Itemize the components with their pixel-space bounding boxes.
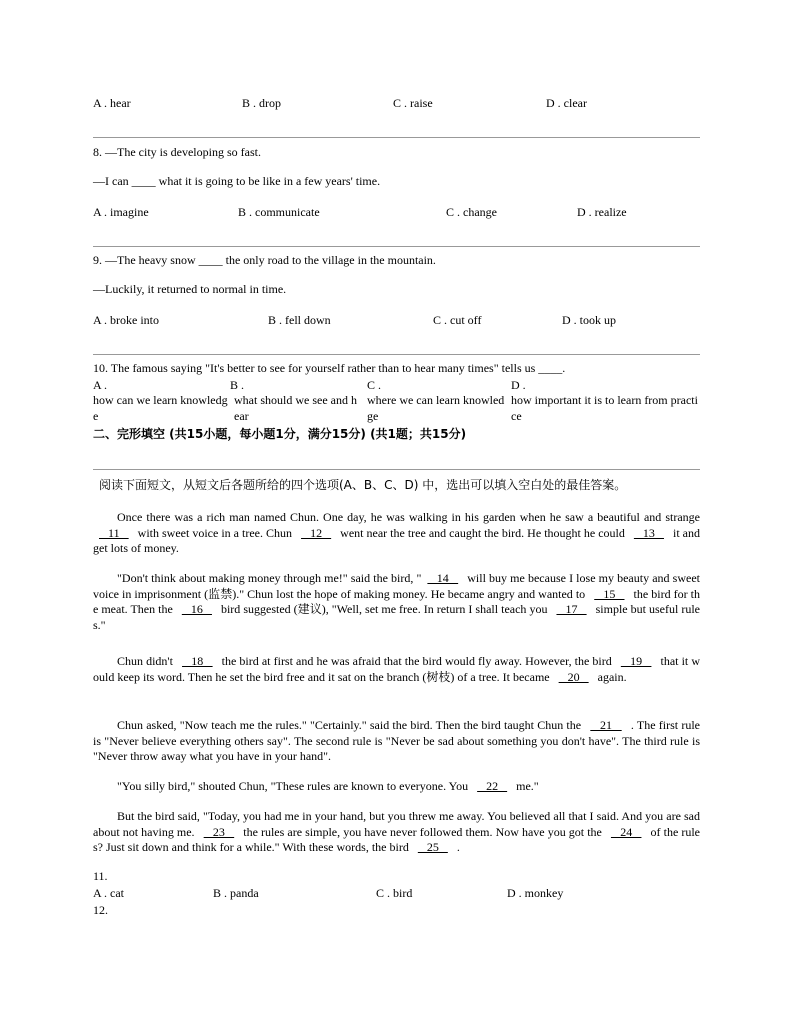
passage-text: went near the tree and caught the bird. He thought he could (337, 525, 628, 540)
passage-paragraph-4 (93, 718, 700, 765)
q9-response: —Luckily, it returned to normal in time. (93, 282, 287, 296)
passage-text: that it would keep its word. Then he set the bird free and it sat on the branch (树枝) of a tree. It became (93, 654, 701, 684)
blank-20[interactable]: 20 (558, 669, 589, 684)
q10-option-b[interactable]: what should we see and hear (234, 393, 357, 423)
q8-option-b[interactable]: B . communicate (238, 205, 320, 219)
blank-22[interactable]: 22 (477, 779, 508, 793)
passage-text: will buy me because I lose my beauty and sweet voice in imprisonment (监禁)." Chun lost the hope of making money. He became angry and wanted to (93, 571, 700, 601)
q10-option-d[interactable]: how important it is to learn from practice (511, 393, 698, 423)
passage-text: "Don't think about making money through me!" said the bird, " (117, 571, 422, 585)
q7-option-d[interactable]: D . clear (546, 96, 587, 110)
q9-option-a[interactable]: A . broke into (93, 313, 159, 327)
q8-option-d[interactable]: D . realize (577, 205, 627, 219)
passage-text: again. (594, 669, 627, 684)
divider (93, 354, 700, 355)
passage-text: with sweet voice in a tree. Chun (134, 525, 296, 540)
q9-question: 9. —The heavy snow ____ the only road to the village in the mountain. (93, 253, 436, 267)
blank-12[interactable]: 12 (301, 525, 332, 540)
q11-option-d[interactable]: D . monkey (507, 886, 564, 900)
blank-14[interactable]: 14 (427, 571, 459, 585)
blank-25[interactable]: 25 (417, 840, 448, 854)
passage-text: Chun asked, "Now teach me the rules." "Certainly." said the bird. Then the bird taught Chun the (117, 718, 585, 732)
q8-question: 8. —The city is developing so fast. (93, 145, 261, 159)
q8-option-c[interactable]: C . change (446, 205, 497, 219)
q10-letter-d: D . (511, 378, 526, 392)
q10-option-c[interactable]: where we can learn knowledge (367, 393, 505, 423)
passage-text: bird suggested (建议), "Well, set me free. In return I shall teach you (217, 602, 551, 616)
blank-23[interactable]: 23 (203, 824, 235, 839)
q10-letter-b: B . (230, 378, 245, 392)
passage-paragraph-2 (93, 571, 700, 633)
q11-option-c[interactable]: C . bird (376, 886, 413, 900)
q11-number: 11. (93, 869, 108, 883)
blank-17[interactable]: 17 (556, 602, 587, 616)
blank-13[interactable]: 13 (633, 525, 664, 540)
blank-15[interactable]: 15 (594, 586, 625, 601)
blank-21[interactable]: 21 (590, 718, 622, 732)
q10-letter-c: C . (367, 378, 382, 392)
passage-text: . The first rule is "Never believe everything others say". The second rule is "Never be sad about something you don't have". The third rule is "Never throw away what you have in your hand". (93, 718, 700, 763)
q7-option-a[interactable]: A . hear (93, 96, 131, 110)
passage-text: the bird for the meat. Then the (93, 586, 700, 616)
passage-text: of the rules? Just sit down and think for a while." With these words, the bird (93, 824, 701, 854)
passage-paragraph-5 (93, 779, 700, 795)
passage-text: the bird at first and he was afraid that the bird would fly away. However, the bird (218, 654, 615, 668)
passage-text: Once there was a rich man named Chun. One day, he was walking in his garden when he saw a beautiful and strange (117, 510, 700, 524)
passage-text: But the bird said, "Today, you had me in your hand, but you threw me away. You believed all that I said. And you are sad about not having me. (93, 809, 700, 839)
q9-option-c[interactable]: C . cut off (433, 313, 482, 327)
q11-option-b[interactable]: B . panda (213, 886, 259, 900)
blank-19[interactable]: 19 (620, 654, 652, 668)
passage-text: the rules are simple, you have never followed them. Now have you got the (240, 824, 605, 839)
blank-18[interactable]: 18 (182, 654, 213, 668)
q8-option-a[interactable]: A . imagine (93, 205, 149, 219)
q8-response: —I can ____ what it is going to be like in a few years' time. (93, 174, 381, 188)
divider (93, 469, 700, 470)
passage-text: "You silly bird," shouted Chun, "These rules are known to everyone. You (117, 779, 472, 793)
blank-11[interactable]: 11 (99, 525, 129, 540)
passage-text: simple but useful rules." (93, 602, 700, 632)
divider (93, 246, 700, 247)
passage-text: it and get lots of money. (93, 525, 701, 555)
q11-option-a[interactable]: A . cat (93, 886, 124, 900)
q10-option-a[interactable]: how can we learn knowledge (93, 393, 228, 423)
section-instruction: 阅读下面短文，从短文后各题所给的四个选项(A、B、C、D) 中，选出可以填入空白处的最佳答案。 (99, 478, 627, 492)
q12-number: 12. (93, 903, 108, 917)
q9-option-b[interactable]: B . fell down (268, 313, 331, 327)
passage-text: Chun didn't (117, 654, 177, 668)
blank-16[interactable]: 16 (181, 602, 212, 616)
q7-option-c[interactable]: C . raise (393, 96, 433, 110)
passage-paragraph-1 (93, 510, 700, 557)
q9-option-d[interactable]: D . took up (562, 313, 616, 327)
section-heading: 二、完形填空 (共15小题，每小题1分，满分15分) (共1题；共15分) (93, 427, 467, 441)
passage-paragraph-6 (93, 809, 700, 856)
q10-question: 10. The famous saying "It's better to see for yourself rather than to hear many times" tells us ____. (93, 361, 566, 375)
passage-paragraph-3 (93, 654, 700, 685)
q7-option-b[interactable]: B . drop (242, 96, 281, 110)
passage-text: . (453, 840, 460, 854)
q10-letter-a: A . (93, 378, 108, 392)
passage-text: me." (513, 779, 539, 793)
divider (93, 137, 700, 138)
blank-24[interactable]: 24 (610, 824, 642, 839)
